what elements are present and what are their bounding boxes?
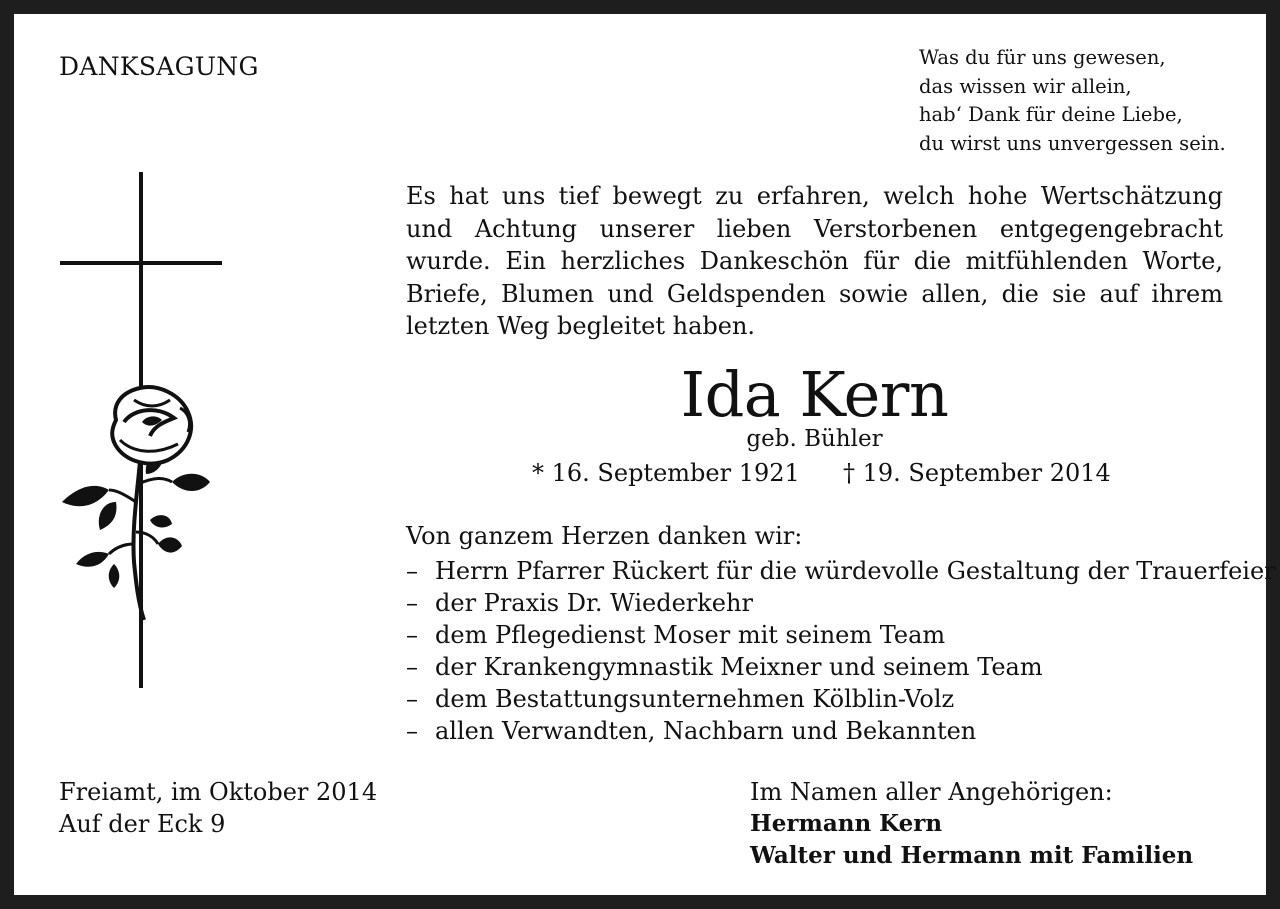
- obituary-card: [14, 14, 1276, 895]
- notice-title: DANKSAGUNG: [59, 52, 259, 81]
- deceased-name: Ida Kern: [680, 358, 949, 431]
- list-item-text: allen Verwandten, Nachbarn und Bekannten: [435, 717, 977, 745]
- dash-bullet: –: [406, 557, 418, 585]
- signoff: Im Namen aller Angehörigen:: [750, 778, 1113, 806]
- list-item: [406, 619, 1276, 651]
- dash-bullet: –: [406, 621, 418, 649]
- list-item: [406, 555, 1276, 587]
- birth-date: * 16. September 1921: [532, 459, 800, 487]
- list-item-text: der Praxis Dr. Wiederkehr: [435, 589, 753, 617]
- cross-with-rose: [54, 172, 224, 692]
- list-item: [406, 587, 1276, 619]
- signer: Hermann Kern: [750, 810, 943, 837]
- poem-line: Was du für uns gewesen,: [919, 46, 1166, 69]
- place-date: Freiamt, im Oktober 2014: [59, 778, 378, 806]
- address: Auf der Eck 9: [59, 810, 226, 838]
- intro-text: Es hat uns tief bewegt zu erfahren, welch hohe Wertschätzung und Achtung unserer lieben Verstorbenen entgegengebracht wurde. Ein herzliches Dankeschön für die mitfühlenden Worte, Briefe, Blumen und Geldspenden sowie allen, die sie auf ihrem letzten Weg begleitet haben.: [406, 182, 1223, 340]
- list-item: [406, 651, 1276, 683]
- signature-block: [750, 776, 1193, 872]
- dash-bullet: –: [406, 685, 418, 713]
- thanks-list: [406, 555, 1276, 747]
- dash-bullet: –: [406, 589, 418, 617]
- place-block: [59, 776, 377, 840]
- poem-line: das wissen wir allein,: [919, 74, 1132, 98]
- list-item: [406, 715, 1276, 747]
- maiden-name: geb. Bühler: [746, 426, 883, 452]
- list-item-text: der Krankengymnastik Meixner und seinem Team: [435, 653, 1043, 681]
- poem-line: hab‘ Dank für deine Liebe,: [919, 103, 1183, 126]
- poem-line: du wirst uns unvergessen sein.: [919, 131, 1226, 155]
- list-item: [406, 683, 1276, 715]
- thanks-heading: Von ganzem Herzen danken wir:: [406, 522, 803, 550]
- dash-bullet: –: [406, 717, 418, 745]
- signer: Walter und Hermann mit Familien: [750, 842, 1194, 869]
- list-item-text: Herrn Pfarrer Rückert für die würdevolle Gestaltung der Trauerfeier: [435, 557, 1276, 585]
- death-date: † 19. September 2014: [843, 459, 1111, 487]
- list-item-text: dem Bestattungsunternehmen Kölblin-Volz: [435, 685, 955, 713]
- dash-bullet: –: [406, 653, 418, 681]
- poem: [919, 44, 1226, 158]
- rose-icon: [62, 387, 210, 620]
- list-item-text: dem Pflegedienst Moser mit seinem Team: [435, 621, 946, 649]
